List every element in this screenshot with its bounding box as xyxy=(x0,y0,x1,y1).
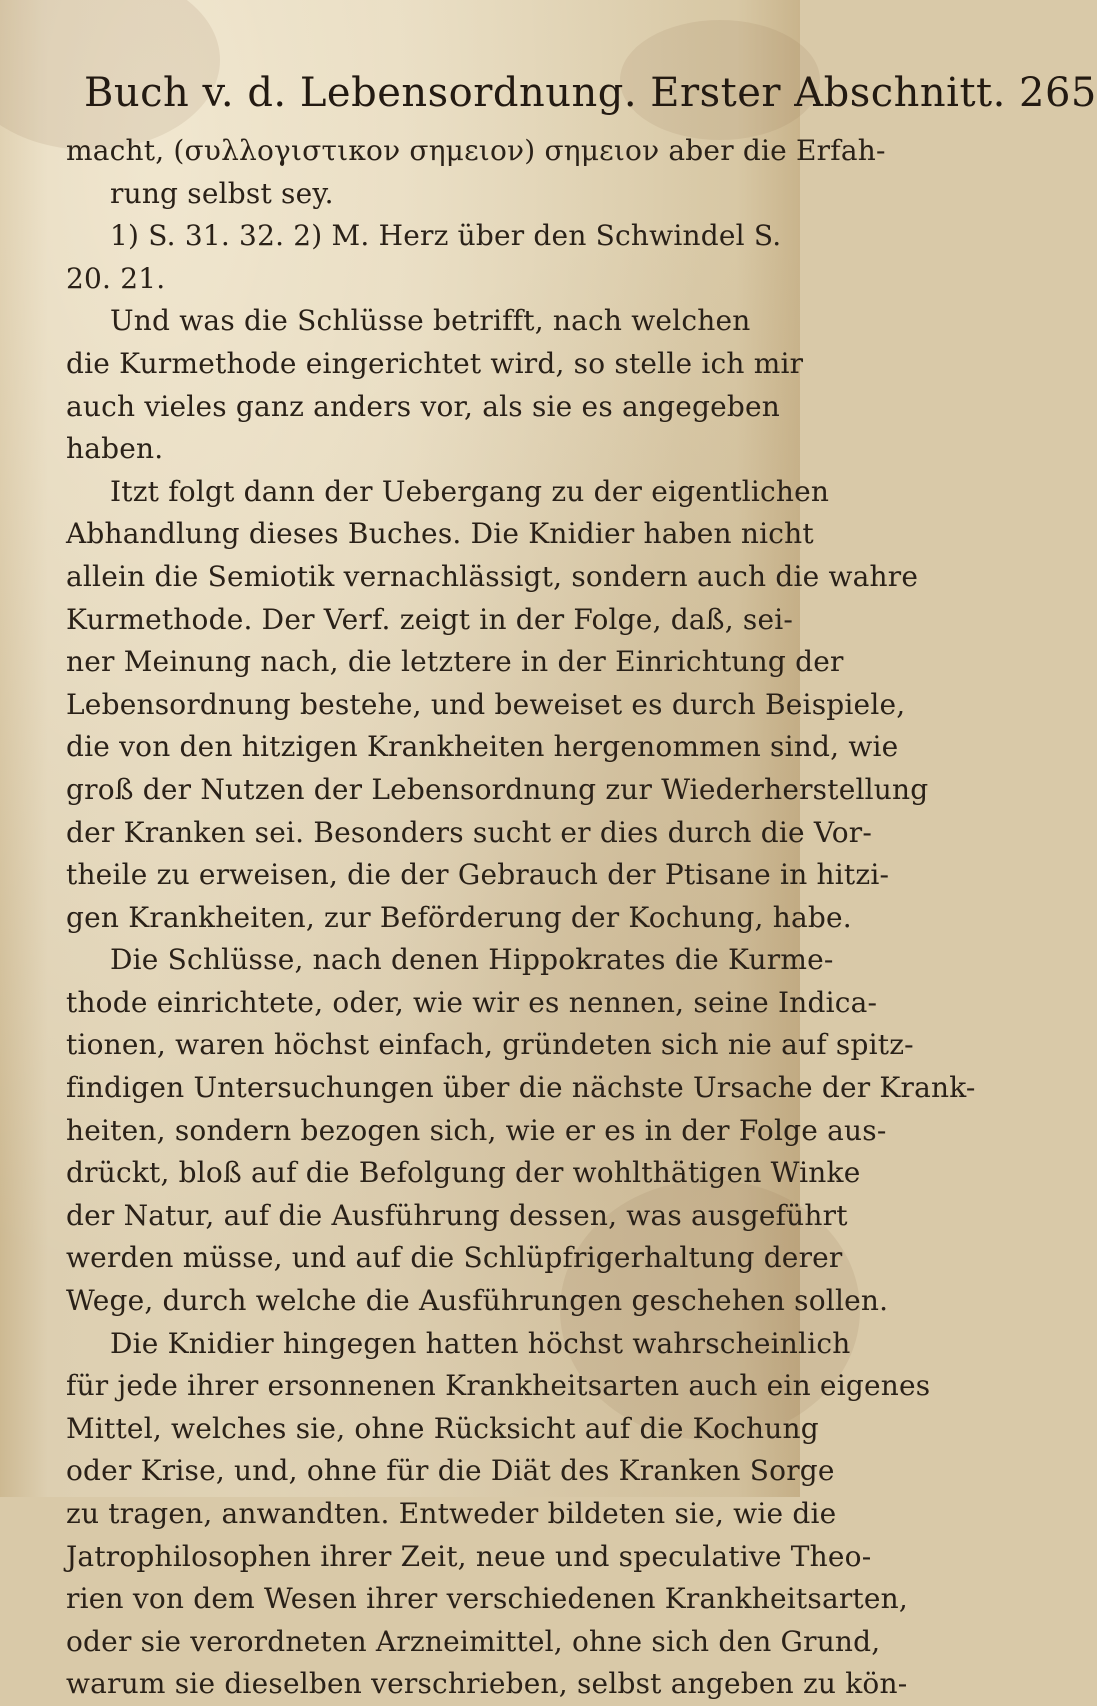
text-line: tionen, waren höchst einfach, gründeten sich nie auf spitz- xyxy=(66,1028,914,1062)
text-line: heiten, sondern bezogen sich, wie er es in der Folge aus- xyxy=(66,1113,887,1147)
text-line: Jatrophilosophen ihrer Zeit, neue und speculative Theo- xyxy=(66,1539,872,1573)
text-line: gen Krankheiten, zur Beförderung der Kochung, habe. xyxy=(66,900,852,934)
text-line: auch vieles ganz anders vor, als sie es angegeben xyxy=(66,389,781,423)
text-line: Wege, durch welche die Ausführungen geschehen sollen. xyxy=(66,1284,889,1318)
text-line: ner Meinung nach, die letztere in der Einrichtung der xyxy=(66,645,844,679)
text-line: für jede ihrer ersonnenen Krankheitsarten auch ein eigenes xyxy=(66,1369,931,1403)
text-line: Abhandlung dieses Buches. Die Knidier haben nicht xyxy=(66,517,814,551)
body-text xyxy=(66,130,976,1706)
text-line: oder sie verordneten Arzneimittel, ohne sich den Grund, xyxy=(66,1624,881,1658)
text-line: rung selbst sey. xyxy=(110,176,334,210)
text-line: der Natur, auf die Ausführung dessen, was ausgeführt xyxy=(66,1198,848,1232)
text-line: oder Krise, und, ohne für die Diät des Kranken Sorge xyxy=(66,1454,835,1488)
text-line: findigen Untersuchungen über die nächste Ursache der Krank- xyxy=(66,1071,976,1105)
footnote-line: 1) S. 31. 32. 2) M. Herz über den Schwindel S. xyxy=(110,219,782,253)
text-line: warum sie dieselben verschrieben, selbst angeben zu kön- xyxy=(66,1667,908,1701)
text-line: zu tragen, anwandten. Entweder bildeten sie, wie die xyxy=(66,1497,837,1530)
text-line: Itzt folgt dann der Uebergang zu der eigentlichen xyxy=(110,474,830,508)
text-line: Die Schlüsse, nach denen Hippokrates die Kurme- xyxy=(110,943,834,977)
text-line: groß der Nutzen der Lebensordnung zur Wiederherstellung xyxy=(66,772,929,806)
text-line: haben. xyxy=(66,432,164,466)
text-line: Die Knidier hingegen hatten höchst wahrscheinlich xyxy=(110,1326,851,1360)
text-line: die von den hitzigen Krankheiten hergenommen sind, wie xyxy=(66,730,899,764)
running-header: Buch v. d. Lebensordnung. Erster Abschnitt. 265 xyxy=(84,70,1097,116)
text-line: thode einrichtete, oder, wie wir es nennen, seine Indica- xyxy=(66,985,878,1019)
text-line: Kurmethode. Der Verf. zeigt in der Folge, daß, sei- xyxy=(66,602,794,636)
text-line: theile zu erweisen, die der Gebrauch der Ptisane in hitzi- xyxy=(66,858,890,892)
text-line: Lebensordnung bestehe, und beweiset es durch Beispiele, xyxy=(66,687,906,721)
text-line: die Kurmethode eingerichtet wird, so stelle ich mir xyxy=(66,346,804,380)
text-line: macht, (συλλογιστικον σημειον) σημειον aber die Erfah- xyxy=(66,134,886,167)
text-line: drückt, bloß auf die Befolgung der wohlthätigen Winke xyxy=(66,1156,861,1190)
text-line: Mittel, welches sie, ohne Rücksicht auf die Kochung xyxy=(66,1411,819,1445)
text-line: rien von dem Wesen ihrer verschiedenen Krankheitsarten, xyxy=(66,1582,908,1616)
text-line: allein die Semiotik vernachlässigt, sondern auch die wahre xyxy=(66,559,919,593)
text-line: werden müsse, und auf die Schlüpfrigerhaltung derer xyxy=(66,1241,843,1275)
footnote-line: 20. 21. xyxy=(66,261,166,295)
text-line: der Kranken sei. Besonders sucht er dies durch die Vor- xyxy=(66,815,873,849)
text-line: Und was die Schlüsse betrifft, nach welchen xyxy=(110,304,751,338)
